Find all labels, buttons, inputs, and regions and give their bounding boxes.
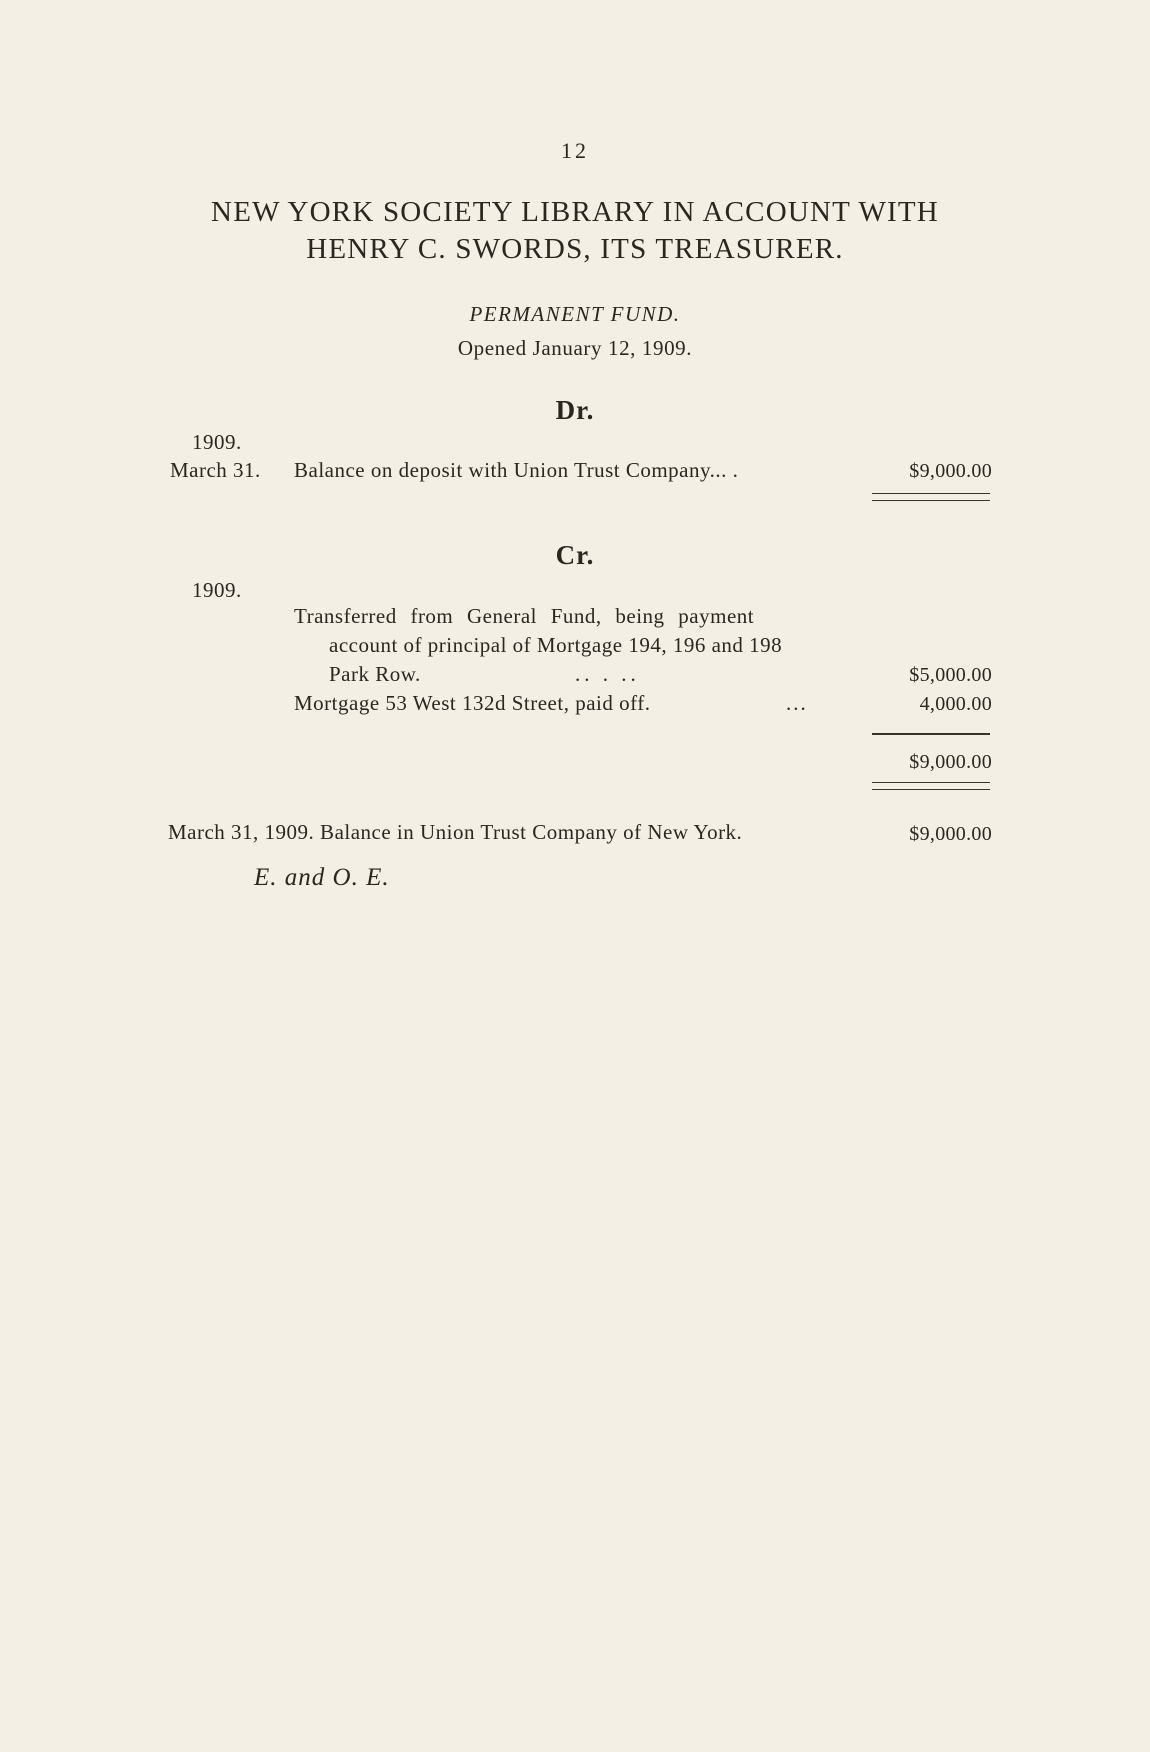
fund-subtitle: Opened January 12, 1909. [457, 336, 693, 360]
credit-entry1-line1: Transferred from General Fund, being payment [294, 604, 755, 628]
debit-year: 1909. [192, 430, 242, 454]
title-line-2: HENRY C. SWORDS, ITS TREASURER. [306, 233, 844, 265]
credit-entry1-line2: account of principal of Mortgage 194, 196 and 198 [329, 633, 783, 657]
credit-year: 1909. [192, 578, 242, 602]
credit-entry1-line3: Park Row. [329, 662, 421, 686]
debit-date: March 31. [170, 458, 261, 482]
page-number: 12 [561, 138, 589, 163]
closing-balance-amount: $9,000.00 [909, 823, 992, 845]
credit-entry2-amount: 4,000.00 [919, 693, 992, 715]
title-line-1: NEW YORK SOCIETY LIBRARY IN ACCOUNT WITH [211, 196, 939, 228]
credit-entry2-text: Mortgage 53 West 132d Street, paid off. [294, 691, 651, 715]
debit-description: Balance on deposit with Union Trust Company... . [294, 458, 739, 482]
credit-entry2-leader-dots: ... [786, 691, 808, 715]
credit-total-double-rule [872, 782, 990, 790]
credit-total-amount: $9,000.00 [909, 751, 992, 773]
debit-heading: Dr. [555, 395, 595, 425]
closing-balance-text: March 31, 1909. Balance in Union Trust Company of New York. [168, 820, 743, 844]
debit-total-double-rule [872, 493, 990, 501]
fund-title: PERMANENT FUND. [469, 302, 681, 326]
credit-sum-rule [872, 733, 990, 735]
credit-heading: Cr. [555, 540, 595, 570]
credit-entry1-leader-dots: .. . .. [575, 662, 640, 686]
errata-note: E. and O. E. [254, 864, 390, 891]
debit-amount: $9,000.00 [909, 460, 992, 482]
credit-entry1-amount: $5,000.00 [909, 664, 992, 686]
